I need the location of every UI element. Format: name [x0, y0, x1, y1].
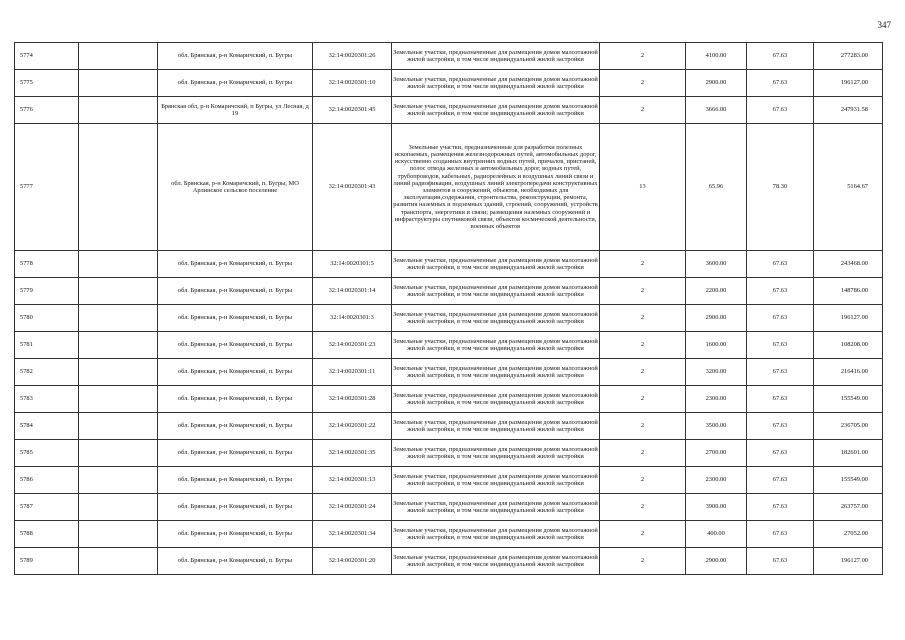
cadastral-value-cell: 182601.00	[814, 440, 883, 467]
specific-value-cell: 67.63	[747, 386, 814, 413]
area-cell: 2200.00	[686, 278, 747, 305]
empty-cell	[79, 43, 158, 70]
land-use-cell: Земельные участки, предназначенные для размещения домов малоэтажной жилой застройки, в том числе индивидуальной жилой застройки	[392, 440, 600, 467]
specific-value-cell: 67.63	[747, 70, 814, 97]
cadastral-value-cell: 263757.00	[814, 494, 883, 521]
area-cell: 3500.00	[686, 413, 747, 440]
cadastral-value-cell: 277283.00	[814, 43, 883, 70]
table-row	[15, 386, 883, 413]
use-group-cell: 2	[600, 494, 686, 521]
row-number-cell: 5787	[15, 494, 79, 521]
table-row	[15, 97, 883, 124]
row-number-cell: 5788	[15, 521, 79, 548]
cadastral-number-cell: 32:14:0020301:23	[313, 332, 392, 359]
cadastral-number-cell: 32:14:0020301:34	[313, 521, 392, 548]
empty-cell	[79, 548, 158, 575]
cadastral-number-cell: 32:14:0020301:28	[313, 386, 392, 413]
empty-cell	[79, 70, 158, 97]
land-use-cell: Земельные участки, предназначенные для размещения домов малоэтажной жилой застройки, в том числе индивидуальной жилой застройки	[392, 386, 600, 413]
cadastral-value-cell: 108208.00	[814, 332, 883, 359]
table-row	[15, 521, 883, 548]
empty-cell	[79, 467, 158, 494]
area-cell: 2700.00	[686, 440, 747, 467]
use-group-cell: 2	[600, 43, 686, 70]
area-cell: 2300.00	[686, 386, 747, 413]
row-number-cell: 5781	[15, 332, 79, 359]
address-cell: обл. Брянская, р-н Комаричский, п. Бугры	[158, 386, 313, 413]
land-use-cell: Земельные участки, предназначенные для размещения домов малоэтажной жилой застройки, в том числе индивидуальной жилой застройки	[392, 97, 600, 124]
table-row	[15, 332, 883, 359]
cadastral-number-cell: 32:14:0020301:5	[313, 251, 392, 278]
use-group-cell: 13	[600, 124, 686, 251]
cadastral-value-cell: 216416.00	[814, 359, 883, 386]
use-group-cell: 2	[600, 386, 686, 413]
specific-value-cell: 67.63	[747, 97, 814, 124]
use-group-cell: 2	[600, 359, 686, 386]
table-row	[15, 70, 883, 97]
address-cell: обл. Брянская, р-н Комаричский, п. Бугры	[158, 467, 313, 494]
empty-cell	[79, 251, 158, 278]
row-number-cell: 5778	[15, 251, 79, 278]
specific-value-cell: 67.63	[747, 467, 814, 494]
table-row	[15, 43, 883, 70]
cadastral-value-cell: 27052.00	[814, 521, 883, 548]
table-row	[15, 548, 883, 575]
land-use-cell: Земельные участки, предназначенные для размещения домов малоэтажной жилой застройки, в том числе индивидуальной жилой застройки	[392, 413, 600, 440]
address-cell: обл. Брянская, р-н Комаричский, п. Бугры	[158, 521, 313, 548]
cadastral-value-cell: 243468.00	[814, 251, 883, 278]
cadastral-number-cell: 32:14:0020301:14	[313, 278, 392, 305]
area-cell: 2300.00	[686, 467, 747, 494]
specific-value-cell: 67.63	[747, 251, 814, 278]
address-cell: обл. Брянская, р-н Комаричский, п. Бугры	[158, 278, 313, 305]
cadastral-number-cell: 32:14:0020301:20	[313, 548, 392, 575]
address-cell: обл. Брянская, р-н Комаричский, п. Бугры, МО Арлинское сельское поселение	[158, 124, 313, 251]
specific-value-cell: 67.63	[747, 440, 814, 467]
table-row	[15, 413, 883, 440]
cadastral-value-cell: 5164.67	[814, 124, 883, 251]
cadastral-number-cell: 32:14:0020301:45	[313, 97, 392, 124]
row-number-cell: 5784	[15, 413, 79, 440]
empty-cell	[79, 386, 158, 413]
specific-value-cell: 67.63	[747, 43, 814, 70]
address-cell: обл. Брянская, р-н Комаричский, п. Бугры	[158, 305, 313, 332]
area-cell: 1600.00	[686, 332, 747, 359]
land-use-cell: Земельные участки, предназначенные для размещения домов малоэтажной жилой застройки, в том числе индивидуальной жилой застройки	[392, 278, 600, 305]
address-cell: обл. Брянская, р-н Комаричский, п. Бугры	[158, 548, 313, 575]
cadastral-number-cell: 32:14:0020301:10	[313, 70, 392, 97]
area-cell: 4100.00	[686, 43, 747, 70]
use-group-cell: 2	[600, 467, 686, 494]
row-number-cell: 5789	[15, 548, 79, 575]
cadastral-value-cell: 196127.00	[814, 70, 883, 97]
specific-value-cell: 67.63	[747, 413, 814, 440]
empty-cell	[79, 359, 158, 386]
area-cell: 2900.00	[686, 305, 747, 332]
row-number-cell: 5780	[15, 305, 79, 332]
table-row	[15, 278, 883, 305]
table-row	[15, 359, 883, 386]
empty-cell	[79, 494, 158, 521]
specific-value-cell: 67.63	[747, 521, 814, 548]
cadastral-value-cell: 196127.00	[814, 548, 883, 575]
row-number-cell: 5774	[15, 43, 79, 70]
specific-value-cell: 67.63	[747, 494, 814, 521]
specific-value-cell: 67.63	[747, 359, 814, 386]
cadastral-value-cell: 196127.00	[814, 305, 883, 332]
use-group-cell: 2	[600, 440, 686, 467]
table-row	[15, 251, 883, 278]
cadastral-value-cell: 148786.00	[814, 278, 883, 305]
use-group-cell: 2	[600, 278, 686, 305]
table-row	[15, 305, 883, 332]
area-cell: 3200.00	[686, 359, 747, 386]
address-cell: обл. Брянская, р-н Комаричский, п. Бугры	[158, 43, 313, 70]
table-body	[15, 43, 883, 575]
area-cell: 65.96	[686, 124, 747, 251]
land-use-cell: Земельные участки, предназначенные для размещения домов малоэтажной жилой застройки, в том числе индивидуальной жилой застройки	[392, 305, 600, 332]
use-group-cell: 2	[600, 521, 686, 548]
address-cell: обл. Брянская, р-н Комаричский, п. Бугры	[158, 494, 313, 521]
row-number-cell: 5786	[15, 467, 79, 494]
address-cell: обл. Брянская, р-н Комаричский, п. Бугры	[158, 440, 313, 467]
empty-cell	[79, 278, 158, 305]
row-number-cell: 5777	[15, 124, 79, 251]
address-cell: обл. Брянская, р-н Комаричский, п. Бугры	[158, 70, 313, 97]
row-number-cell: 5779	[15, 278, 79, 305]
specific-value-cell: 67.63	[747, 548, 814, 575]
table-row	[15, 124, 883, 251]
cadastral-number-cell: 32:14:0020301:3	[313, 305, 392, 332]
row-number-cell: 5782	[15, 359, 79, 386]
row-number-cell: 5775	[15, 70, 79, 97]
cadastral-value-table	[14, 42, 883, 575]
cadastral-number-cell: 32:14:0020301:43	[313, 124, 392, 251]
land-use-cell: Земельные участки, предназначенные для размещения домов малоэтажной жилой застройки, в том числе индивидуальной жилой застройки	[392, 332, 600, 359]
row-number-cell: 5785	[15, 440, 79, 467]
specific-value-cell: 78.30	[747, 124, 814, 251]
address-cell: обл. Брянская, р-н Комаричский, п. Бугры	[158, 251, 313, 278]
cadastral-value-cell: 155549.00	[814, 386, 883, 413]
page-number: 347	[877, 20, 891, 30]
empty-cell	[79, 305, 158, 332]
use-group-cell: 2	[600, 70, 686, 97]
land-use-cell: Земельные участки, предназначенные для разработки полезных ископаемых, размещения железнодорожных путей, автомобильных дорог, искусственно созданных внутренних водных путей, причалов, пристаней, полос отвода железных и автомобильных дорог, водных путей, трубопроводов, кабельных, радиорелейных и воздушных линий связи и линий радиофикации, воздушных линий электропередачи конструктивных элементов и сооружений, объектов, необходимых для эксплуатации,содержания, строительства, реконструкции, ремонта, развития наземных и подземных зданий, строений, сооружений, устройств транспорта, энергетики и связи; размещения наземных сооружений и инфраструктуры спутниковой связи, объектов космической деятельности, военных объектов	[392, 124, 600, 251]
land-use-cell: Земельные участки, предназначенные для размещения домов малоэтажной жилой застройки, в том числе индивидуальной жилой застройки	[392, 70, 600, 97]
use-group-cell: 2	[600, 332, 686, 359]
table-row	[15, 467, 883, 494]
cadastral-number-cell: 32:14:0020301:35	[313, 440, 392, 467]
land-use-cell: Земельные участки, предназначенные для размещения домов малоэтажной жилой застройки, в том числе индивидуальной жилой застройки	[392, 251, 600, 278]
use-group-cell: 2	[600, 413, 686, 440]
specific-value-cell: 67.63	[747, 305, 814, 332]
specific-value-cell: 67.63	[747, 332, 814, 359]
area-cell: 2900.00	[686, 548, 747, 575]
cadastral-number-cell: 32:14:0020301:24	[313, 494, 392, 521]
empty-cell	[79, 124, 158, 251]
area-cell: 400.00	[686, 521, 747, 548]
address-cell: Брянская обл, р-н Комаричский, п Бугры, ул Лесная, д 19	[158, 97, 313, 124]
specific-value-cell: 67.63	[747, 278, 814, 305]
area-cell: 3666.00	[686, 97, 747, 124]
cadastral-number-cell: 32:14:0020301:26	[313, 43, 392, 70]
area-cell: 3600.00	[686, 251, 747, 278]
land-use-cell: Земельные участки, предназначенные для размещения домов малоэтажной жилой застройки, в том числе индивидуальной жилой застройки	[392, 467, 600, 494]
cadastral-number-cell: 32:14:0020301:22	[313, 413, 392, 440]
land-use-cell: Земельные участки, предназначенные для размещения домов малоэтажной жилой застройки, в том числе индивидуальной жилой застройки	[392, 521, 600, 548]
row-number-cell: 5776	[15, 97, 79, 124]
cadastral-value-cell: 247931.58	[814, 97, 883, 124]
cadastral-value-cell: 155549.00	[814, 467, 883, 494]
row-number-cell: 5783	[15, 386, 79, 413]
address-cell: обл. Брянская, р-н Комаричский, п. Бугры	[158, 413, 313, 440]
empty-cell	[79, 440, 158, 467]
use-group-cell: 2	[600, 305, 686, 332]
address-cell: обл. Брянская, р-н Комаричский, п. Бугры	[158, 359, 313, 386]
land-use-cell: Земельные участки, предназначенные для размещения домов малоэтажной жилой застройки, в том числе индивидуальной жилой застройки	[392, 548, 600, 575]
area-cell: 3900.00	[686, 494, 747, 521]
cadastral-number-cell: 32:14:0020301:11	[313, 359, 392, 386]
table-row	[15, 440, 883, 467]
table-row	[15, 494, 883, 521]
cadastral-value-cell: 236705.00	[814, 413, 883, 440]
empty-cell	[79, 332, 158, 359]
address-cell: обл. Брянская, р-н Комаричский, п. Бугры	[158, 332, 313, 359]
land-use-cell: Земельные участки, предназначенные для размещения домов малоэтажной жилой застройки, в том числе индивидуальной жилой застройки	[392, 43, 600, 70]
land-use-cell: Земельные участки, предназначенные для размещения домов малоэтажной жилой застройки, в том числе индивидуальной жилой застройки	[392, 494, 600, 521]
empty-cell	[79, 521, 158, 548]
cadastral-number-cell: 32:14:0020301:13	[313, 467, 392, 494]
area-cell: 2900.00	[686, 70, 747, 97]
use-group-cell: 2	[600, 548, 686, 575]
use-group-cell: 2	[600, 251, 686, 278]
land-use-cell: Земельные участки, предназначенные для размещения домов малоэтажной жилой застройки, в том числе индивидуальной жилой застройки	[392, 359, 600, 386]
use-group-cell: 2	[600, 97, 686, 124]
empty-cell	[79, 97, 158, 124]
empty-cell	[79, 413, 158, 440]
